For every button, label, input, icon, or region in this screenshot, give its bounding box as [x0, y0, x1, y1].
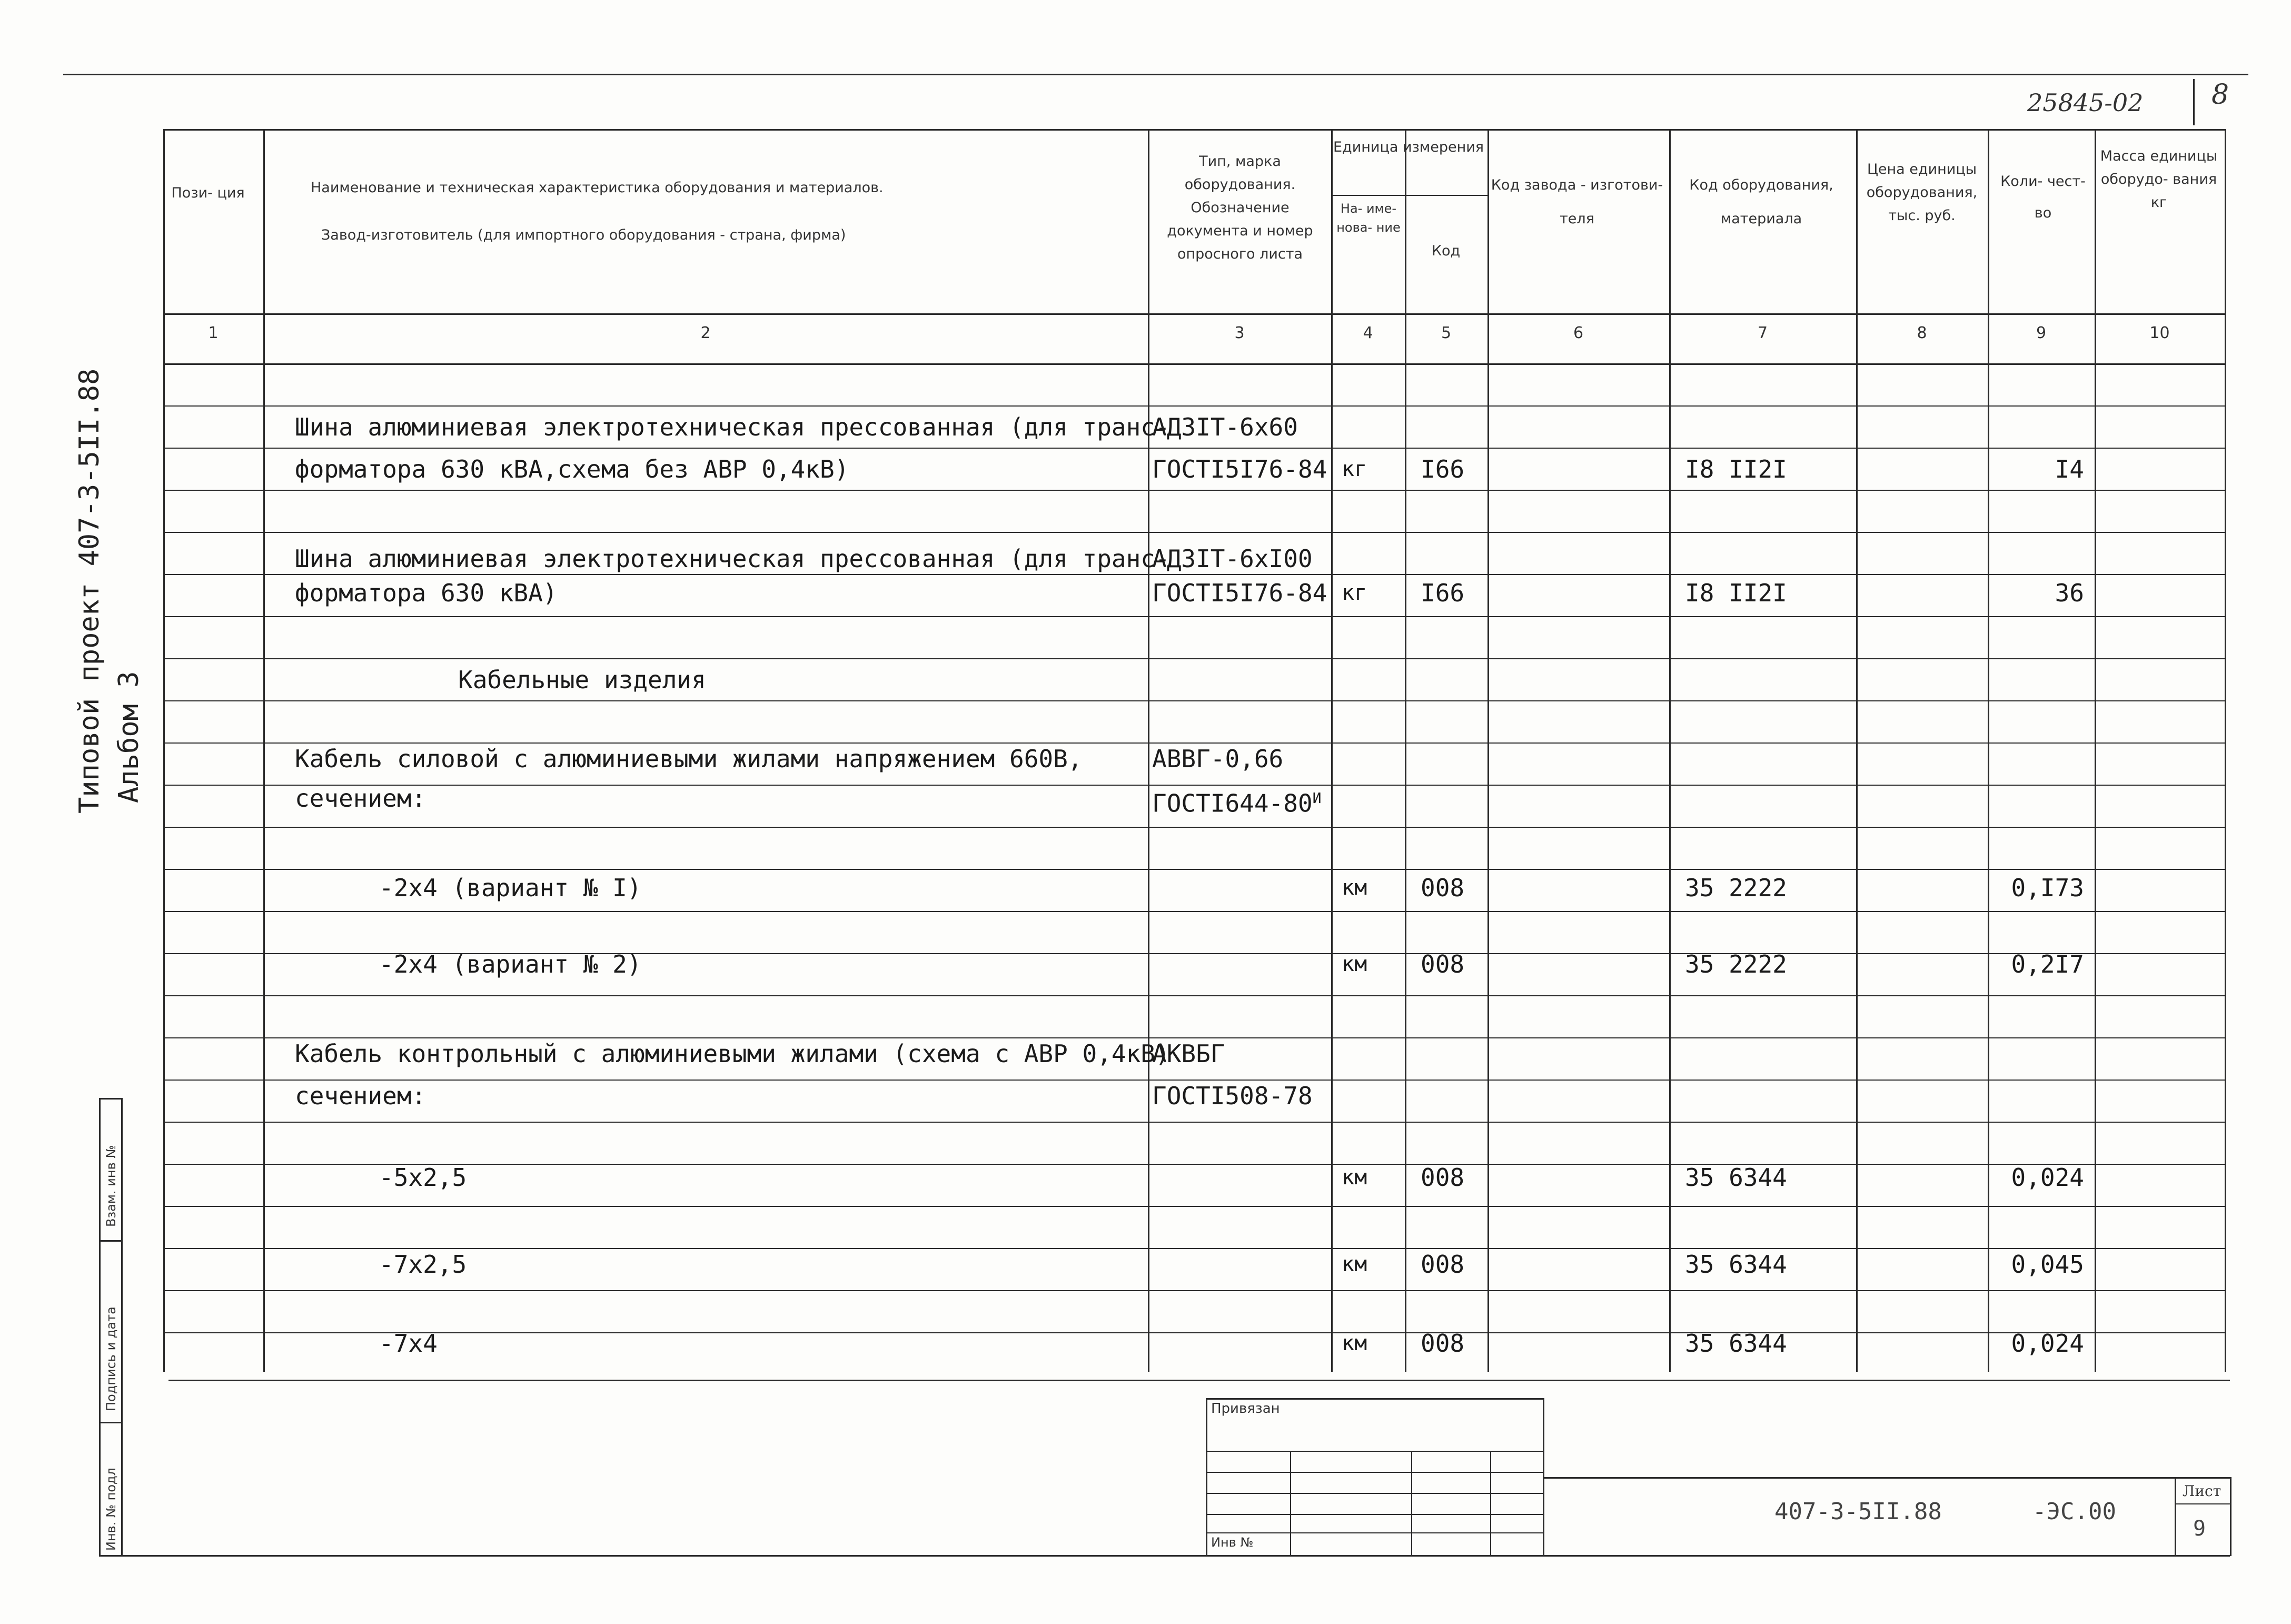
row-quantity: 36: [2055, 579, 2084, 607]
row-unit: км: [1342, 1252, 1367, 1276]
row-quantity: 0,024: [2011, 1329, 2084, 1358]
row-quantity: I4: [2055, 455, 2084, 483]
row-name: форматора 630 кВА,схема без АВР 0,4кВ): [295, 455, 849, 483]
row-quantity: 0,024: [2011, 1163, 2084, 1192]
header-unit-code: Код: [1431, 243, 1461, 259]
row-unit: кг: [1342, 457, 1367, 481]
column-number: 7: [1757, 324, 1768, 342]
header-mass: Масса единицы оборудо- вания кг: [2100, 148, 2218, 211]
row-name: -5х2,5: [379, 1163, 467, 1192]
sheet-code: 25845-02: [2027, 88, 2144, 117]
row-equipment-code: 35 6344: [1685, 1250, 1787, 1279]
row-name: -2х4 (вариант № I): [379, 874, 642, 902]
header-unit: Единица измерения: [1333, 139, 1484, 155]
column-number: 5: [1441, 324, 1452, 342]
row-unit-code: 008: [1421, 874, 1465, 902]
row-type: АДЗIТ-6х60: [1152, 413, 1298, 441]
footer-doc-number: 407-3-5II.88: [1774, 1498, 1942, 1525]
row-unit: км: [1342, 876, 1367, 900]
row-name: Кабель контрольный с алюминиевыми жилами (схема с АВР 0,4кВ): [295, 1039, 1170, 1068]
footer-sheet-label: Лист: [2183, 1482, 2221, 1500]
header-name-line1: Наименование и техническая характеристика оборудования и материалов.: [311, 180, 884, 196]
row-equipment-code: I8 II2I: [1685, 455, 1787, 483]
column-number: 2: [700, 324, 711, 342]
footer-doc-suffix: -ЭС.00: [2032, 1498, 2116, 1525]
row-type-superscript: И: [1312, 789, 1322, 807]
sheet-corner-number: 8: [2211, 79, 2229, 111]
row-quantity: 0,045: [2011, 1250, 2084, 1279]
row-name: Шина алюминиевая электротехническая прессованная (для транс-: [295, 544, 1170, 573]
row-unit-code: 008: [1421, 1250, 1465, 1279]
row-name: Кабельные изделия: [458, 666, 706, 694]
row-name: сечением:: [295, 784, 427, 813]
row-equipment-code: I8 II2I: [1685, 579, 1787, 607]
column-number: 3: [1234, 324, 1245, 342]
row-unit-code: 008: [1421, 1329, 1465, 1358]
row-type: ГОСТI5I76-84: [1152, 579, 1327, 607]
header-type: Тип, марка оборудования. Обозначение документа и номер опросного листа: [1167, 153, 1313, 262]
row-unit-code: I66: [1421, 455, 1465, 483]
row-equipment-code: 35 6344: [1685, 1163, 1787, 1192]
row-type: ГОСТI508-78: [1152, 1082, 1313, 1110]
row-type: ГОСТI5I76-84: [1152, 455, 1327, 483]
footer-inv-no: Инв №: [1211, 1535, 1254, 1550]
header-price: Цена единицы оборудования, тыс. руб.: [1866, 161, 1978, 224]
footer-sheet-value: 9: [2193, 1517, 2206, 1541]
header-position: Пози- ция: [171, 185, 245, 201]
row-equipment-code: 35 2222: [1685, 950, 1787, 978]
row-equipment-code: 35 2222: [1685, 874, 1787, 902]
header-unit-name: На- име- нова- ние: [1336, 201, 1401, 235]
stamp-inv: Инв. № подл: [104, 1468, 118, 1551]
row-name: -7х4: [379, 1329, 438, 1358]
row-name: Шина алюминиевая электротехническая прессованная (для транс-: [295, 413, 1170, 441]
row-name: Кабель силовой с алюминиевыми жилами напряжением 660В,: [295, 745, 1083, 773]
footer-privyazan: Привязан: [1211, 1401, 1280, 1417]
header-plant-code: Код завода - изготови- теля: [1491, 177, 1663, 227]
stamp-vzam: Взам. инв №: [104, 1145, 118, 1227]
row-unit: км: [1342, 952, 1367, 976]
header-quantity: Коли- чест- во: [2000, 173, 2086, 221]
header-name-line2: Завод-изготовитель (для импортного оборудования - страна, фирма): [321, 227, 846, 243]
row-name: -7х2,5: [379, 1250, 467, 1279]
row-type: АКВБГ: [1152, 1039, 1225, 1068]
row-unit-code: 008: [1421, 950, 1465, 978]
project-label: Типовой проект 407-3-5II.88: [74, 368, 105, 814]
column-number: 6: [1573, 324, 1584, 342]
row-unit-code: 008: [1421, 1163, 1465, 1192]
column-number: 1: [208, 324, 219, 342]
column-number: 10: [2149, 324, 2170, 342]
row-quantity: 0,2I7: [2011, 950, 2084, 978]
row-type: $ГОСТI644-80^И$: [1152, 789, 1322, 818]
row-unit: кг: [1342, 581, 1367, 605]
column-number: 9: [2036, 324, 2047, 342]
row-name: сечением:: [295, 1082, 427, 1110]
row-unit: км: [1342, 1165, 1367, 1190]
row-type: АВВГ-0,66: [1152, 745, 1284, 773]
row-type: АДЗIТ-6хI00: [1152, 544, 1313, 573]
row-quantity: 0,I73: [2011, 874, 2084, 902]
row-name: -2х4 (вариант № 2): [379, 950, 642, 978]
row-unit: км: [1342, 1331, 1367, 1355]
column-number: 4: [1363, 324, 1373, 342]
header-equipment-code: Код оборудования, материала: [1689, 177, 1833, 227]
stamp-signature: Подпись и дата: [104, 1306, 118, 1411]
row-name: форматора 630 кВА): [295, 579, 558, 607]
row-unit-code: I66: [1421, 579, 1465, 607]
column-number: 8: [1917, 324, 1927, 342]
row-equipment-code: 35 6344: [1685, 1329, 1787, 1358]
album-label: Альбом 3: [113, 671, 145, 803]
